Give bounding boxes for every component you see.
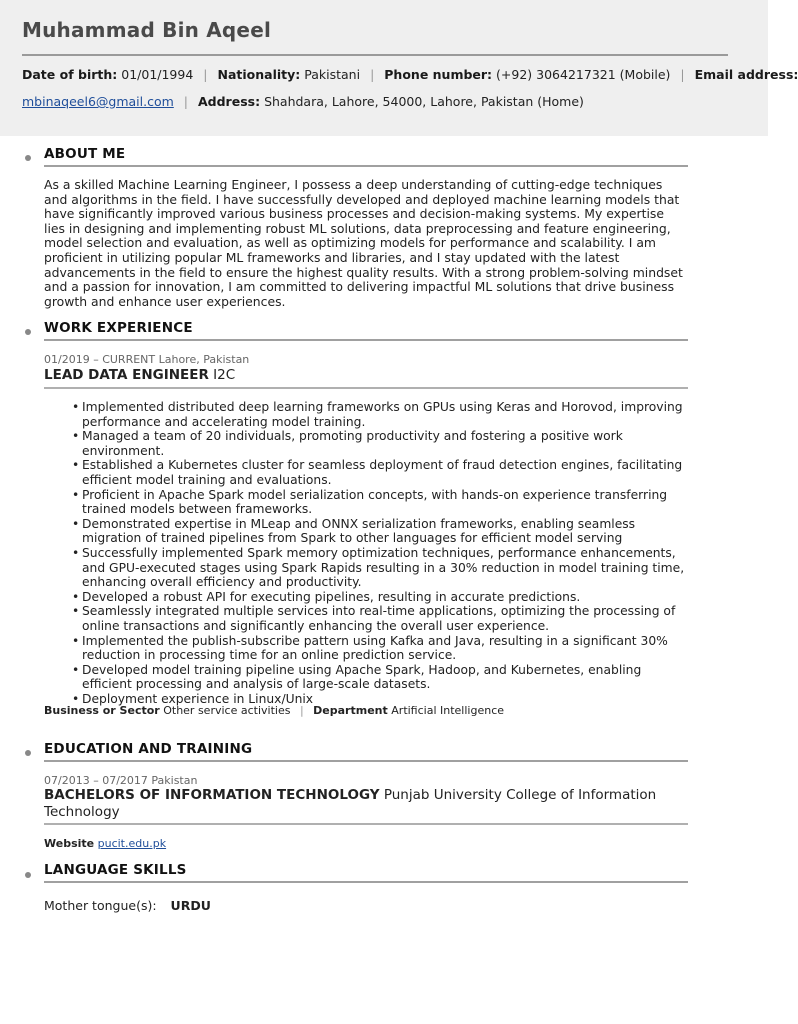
sector-value: Other service activities (163, 704, 291, 717)
name-divider (22, 54, 728, 56)
separator: | (203, 67, 208, 82)
about-text: As a skilled Machine Learning Engineer, I possess a deep understanding of cutting-edge techniques and algorithms in the field. I have successfully developed and deployed machine learning models that have significantly improved various business processes and decision-making systems. My expertise lies in designing and implementing robust ML solutions, data preprocessing and feature engineering, model selection and evaluation, as well as optimizing models for performance and scalability. I am proficient in utilizing popular ML frameworks and libraries, and I stay updated with the latest advancements in the field to ensure the highest quality results. With a strong problem-solving mindset and a passion for innovation, I am committed to delivering impactful ML solutions that drive business growth and enhance user experiences. (44, 177, 683, 309)
email-label: Email address: (694, 67, 798, 82)
phone-value: (+92) 3064217321 (Mobile) (496, 67, 671, 82)
phone-label: Phone number: (384, 67, 493, 82)
sector-label: Business or Sector (44, 704, 160, 717)
mother-tongue-label: Mother tongue(s): (44, 898, 157, 913)
section-bullet-icon (25, 155, 31, 161)
languages-section-divider (44, 881, 688, 883)
separator: | (370, 67, 375, 82)
list-item: • Implemented distributed deep learning frameworks on GPUs using Keras and Horovod, improving performance and accelerating model training. (62, 400, 692, 429)
address-value: Shahdara, Lahore, 54000, Lahore, Pakistan (Home) (264, 94, 584, 109)
about-section-title: ABOUT ME (44, 146, 126, 162)
email-link[interactable]: mbinaqeel6@gmail.com (22, 94, 174, 109)
education-section-title: EDUCATION AND TRAINING (44, 741, 253, 757)
education-divider (44, 823, 688, 825)
section-bullet-icon (25, 750, 31, 756)
job-dates-location: 01/2019 – CURRENT Lahore, Pakistan (44, 353, 250, 366)
institution: Punjab University College of Information Technology (44, 787, 657, 820)
education-dates-location: 07/2013 – 07/2017 Pakistan (44, 774, 198, 787)
nationality-value: Pakistani (304, 67, 361, 82)
list-item: • Implemented the publish-subscribe pattern using Kafka and Java, resulting in a significant 30% reduction in processing time for an online prediction service. (62, 634, 692, 663)
education-title (44, 787, 684, 820)
languages-section-title: LANGUAGE SKILLS (44, 862, 187, 878)
dob-label: Date of birth: (22, 67, 118, 82)
website-label: Website (44, 837, 95, 850)
mother-tongue-value: URDU (170, 898, 211, 913)
list-item: • Seamlessly integrated multiple services into real-time applications, optimizing the processing of online transactions and significantly enhancing the overall user experience. (62, 604, 692, 633)
list-item: • Established a Kubernetes cluster for seamless deployment of fraud detection engines, facilitating efficient model training and evaluations. (62, 458, 692, 487)
candidate-name: Muhammad Bin Aqeel (22, 18, 272, 42)
department-value: Artificial Intelligence (391, 704, 505, 717)
education-section-divider (44, 760, 688, 762)
list-item: • Successfully implemented Spark memory optimization techniques, performance enhancements, and GPU-executed stages using Spark Rapids resulting in a 30% reduction in model training time, enhancing overall efficiency and productivity. (62, 546, 692, 590)
separator: | (680, 67, 685, 82)
job-company: I2C (213, 367, 236, 383)
job-duties-list (62, 400, 692, 706)
list-item: • Demonstrated expertise in MLeap and ONNX serialization frameworks, enabling seamless migration of trained pipelines from Spark to other languages for efficient model serving (62, 517, 692, 546)
job-title (44, 367, 235, 383)
section-bullet-icon (25, 329, 31, 335)
list-item: • Developed model training pipeline using Apache Spark, Hadoop, and Kubernetes, enabling efficient processing and analysis of large-scale datasets. (62, 663, 692, 692)
section-bullet-icon (25, 872, 31, 878)
about-section-divider (44, 165, 688, 167)
separator: | (183, 94, 188, 109)
personal-info-line-1 (22, 67, 798, 82)
job-sector-department (44, 704, 504, 717)
personal-info-line-2 (22, 94, 584, 109)
separator: | (299, 704, 304, 717)
list-item: • Proficient in Apache Spark model serialization concepts, with hands-on experience transferring trained models between frameworks. (62, 488, 692, 517)
department-label: Department (313, 704, 388, 717)
website-link[interactable]: pucit.edu.pk (97, 837, 167, 850)
list-item: • Deployment experience in Linux/Unix (62, 692, 692, 707)
work-section-title: WORK EXPERIENCE (44, 320, 193, 336)
degree: BACHELORS OF INFORMATION TECHNOLOGY (44, 787, 380, 803)
nationality-label: Nationality: (217, 67, 301, 82)
list-item: • Managed a team of 20 individuals, promoting productivity and fostering a positive work environment. (62, 429, 692, 458)
list-item: • Developed a robust API for executing pipelines, resulting in accurate predictions. (62, 590, 692, 605)
dob-value: 01/01/1994 (121, 67, 194, 82)
education-website (44, 837, 166, 850)
mother-tongue-line (44, 898, 211, 913)
job-divider (44, 387, 688, 389)
address-label: Address: (197, 94, 261, 109)
work-section-divider (44, 339, 688, 341)
job-position: LEAD DATA ENGINEER (44, 367, 209, 383)
